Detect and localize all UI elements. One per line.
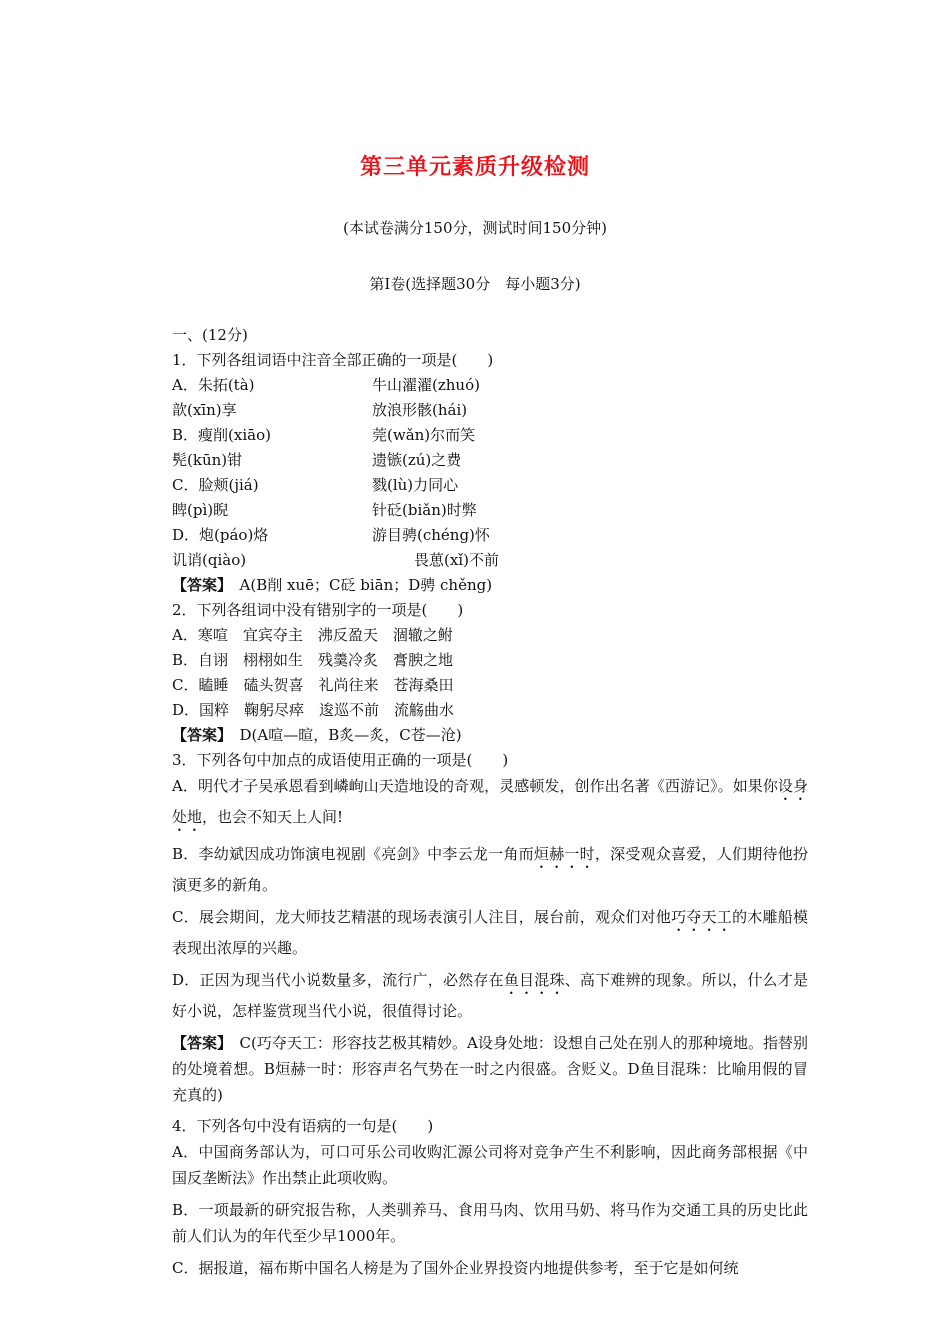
- dotted-idiom: 巧夺天工: [671, 908, 733, 926]
- q1-option-right: 戮(lù)力同心: [372, 476, 459, 494]
- q3-option-c: [172, 904, 808, 961]
- answer-text: D(A喧—暄，B炙—炙，C苍—沧): [224, 726, 462, 744]
- option-text: A．明代才子吴承恩看到嶙峋山天造地设的奇观，灵感顿发，创作出名著《西游记》。如果你: [172, 777, 778, 795]
- q1-option-right: 畏葸(xǐ)不前: [414, 551, 499, 569]
- q1-option-left: 歆(xīn)享: [172, 401, 237, 419]
- answer-tag: 【答案】: [172, 576, 225, 594]
- q1-option-left: 讥诮(qiào): [172, 551, 247, 569]
- question-3-stem: 3．下列各句中加点的成语使用正确的一项是( ): [172, 751, 509, 769]
- q2-option: C．瞌睡 磕头贺喜 礼尚往来 苍海桑田: [172, 676, 454, 694]
- q1-row: [172, 498, 808, 523]
- q1-answer: [172, 573, 808, 598]
- section-heading: 第Ⅰ卷(选择题30分 每小题3分): [369, 275, 581, 293]
- option-text: ，深受观众喜爱，人们期待他扮演更多的新角。: [172, 845, 808, 894]
- option-text: C．展会期间，龙大师技艺精湛的现场表演引人注目，展台前，观众们对他: [172, 908, 672, 926]
- q2-option: A．寒喧 宜宾夺主 沸反盈天 涸辙之鲋: [172, 626, 453, 644]
- q1-row: [172, 548, 808, 573]
- q1-option-left: A．朱拓(tà): [172, 376, 255, 394]
- q3-answer: [172, 1030, 808, 1108]
- answer-text: A(B削 xuē；C砭 biān；D骋 chěng): [224, 576, 493, 594]
- q1-row: [172, 473, 808, 498]
- q1-option-right: 游目骋(chéng)怀: [372, 526, 490, 544]
- page-title: 第三单元素质升级检测: [359, 155, 590, 180]
- q2-option: B．自诩 栩栩如生 残羹冷炙 膏腴之地: [172, 651, 454, 669]
- q2-answer: [172, 723, 808, 748]
- q1-row: [172, 448, 808, 473]
- q1-option-right: 莞(wǎn)尔而笑: [372, 426, 476, 444]
- q1-option-right: 针砭(biǎn)时弊: [372, 501, 477, 519]
- q1-option-left: C．脸颊(jiá): [172, 476, 259, 494]
- q1-option-left: D．炮(páo)烙: [172, 526, 269, 544]
- dotted-idiom: 设身处地: [172, 777, 808, 826]
- option-text: 、高下难辨的现象。所以，什么才是好小说，怎样鉴赏现当代小说，很值得讨论。: [172, 971, 808, 1020]
- q3-option-a: [172, 773, 808, 835]
- answer-tag: 【答案】: [172, 726, 225, 744]
- q4-option-c: C．据报道，福布斯中国名人榜是为了国外企业界投资内地提供参考，至于它是如何统: [172, 1259, 739, 1277]
- option-text: B．李幼斌因成功饰演电视剧《亮剑》中李云龙一角而: [172, 845, 534, 863]
- option-text: ，也会不知天上人间!: [202, 808, 344, 826]
- question-4-stem: 4．下列各句中没有语病的一句是( ): [172, 1117, 434, 1135]
- q1-row: [172, 398, 808, 423]
- q1-option-right: 牛山濯濯(zhuó): [372, 376, 480, 394]
- q3-option-b: [172, 841, 808, 898]
- question-2-stem: 2．下列各组词中没有错别字的一项是( ): [172, 601, 464, 619]
- option-text: D．正因为现当代小说数量多，流行广，必然存在: [172, 971, 504, 989]
- q4-option-b: B．一项最新的研究报告称，人类驯养马、食用马肉、饮用马奶、将马作为交通工具的历史比此前人们认为的年代至少早1000年。: [172, 1201, 808, 1245]
- q1-row: [172, 523, 808, 548]
- dotted-idiom: 烜赫一时: [533, 845, 595, 863]
- q1-row: [172, 373, 808, 398]
- dotted-idiom: 鱼目混珠: [503, 971, 565, 989]
- q1-row: [172, 423, 808, 448]
- q1-option-left: B．瘦削(xiāo): [172, 426, 271, 444]
- question-1-stem: 1．下列各组词语中注音全部正确的一项是( ): [172, 351, 494, 369]
- exam-note: (本试卷满分150分，测试时间150分钟): [343, 219, 607, 237]
- q1-option-left: 髡(kūn)钳: [172, 451, 243, 469]
- answer-text: C(巧夺天工：形容技艺极其精妙。A设身处地：设想自己处在别人的那种境地。指替别的处境着想。B烜赫一时：形容声名气势在一时之内很盛。含贬义。D鱼目混珠：比喻用假的冒充真的): [172, 1034, 808, 1104]
- part-heading: 一、(12分): [172, 326, 248, 344]
- q1-option-right: 放浪形骸(hái): [372, 401, 468, 419]
- q1-option-left: 睥(pì)睨: [172, 501, 229, 519]
- q3-option-d: [172, 967, 808, 1024]
- q1-option-right: 遗镞(zú)之费: [372, 451, 462, 469]
- exam-content: [172, 323, 808, 1287]
- q4-option-a: A．中国商务部认为，可口可乐公司收购汇源公司将对竞争产生不利影响，因此商务部根据《中国反垄断法》作出禁止此项收购。: [172, 1143, 808, 1187]
- q2-option: D．国粹 鞠躬尽瘁 逡巡不前 流觞曲水: [172, 701, 455, 719]
- option-text: 的木雕船模表现出浓厚的兴趣。: [172, 908, 808, 957]
- q3-options: [172, 773, 808, 1108]
- answer-tag: 【答案】: [172, 1034, 225, 1052]
